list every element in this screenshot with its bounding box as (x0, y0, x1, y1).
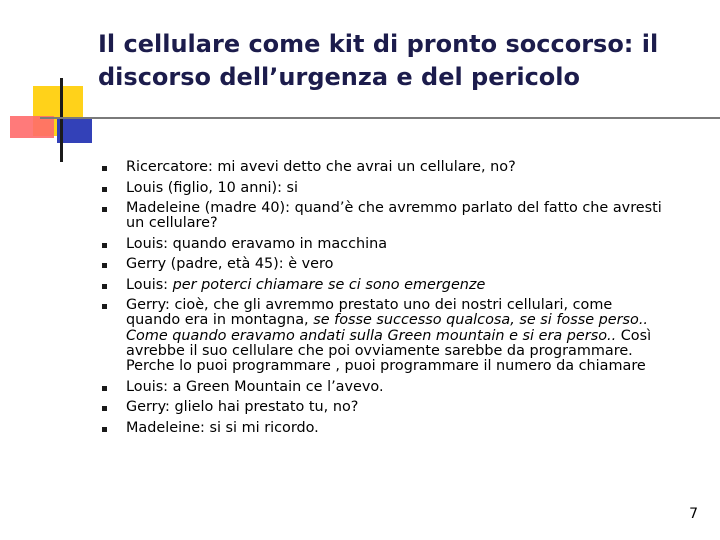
slide-title-line-1: Il cellulare come kit di pronto soccorso: il (98, 30, 659, 58)
bullet-square-icon (102, 386, 107, 391)
bullet-square-icon (102, 207, 107, 212)
bullet-square-icon (102, 166, 107, 171)
bullet-text: Ricercatore: mi avevi detto che avrai un cellulare, no? (126, 159, 516, 175)
bullet-item (102, 181, 662, 196)
bullet-square-icon (102, 263, 107, 268)
bullet-square-icon (102, 427, 107, 432)
bullet-item (102, 400, 662, 415)
bullet-text-part-1: Gerry: cioè, che gli avremmo prestato uno dei nostri cellulari, come quando era in montagna, (126, 297, 613, 329)
bullet-text: Madeleine (madre 40): quand’è che avremmo parlato del fatto che avresti un cellulare? (126, 200, 662, 232)
bullet-item (102, 257, 662, 272)
bullet-text: Louis: a Green Mountain ce l’avevo. (126, 378, 384, 395)
bullet-item (102, 380, 662, 395)
slide-title (98, 28, 698, 94)
bullet-text-italic: per poterci chiamare se ci sono emergenze (172, 276, 486, 293)
bullet-text: Gerry (padre, età 45): è vero (126, 256, 334, 273)
bullet-text: Gerry: glielo hai prestato tu, no? (126, 399, 359, 416)
bullet-text: Louis (figlio, 10 anni): si (126, 179, 298, 196)
bullet-square-icon (102, 243, 107, 248)
bullet-square-icon (102, 187, 107, 192)
bullet-text-part-3: Così avrebbe il suo cellulare che poi ovviamente sarebbe da programmare. Perche lo puoi programmare , puoi programmare il numero da chiamare (126, 327, 652, 375)
bullet-item (102, 160, 662, 175)
bullet-text-prefix: Louis: (126, 276, 173, 293)
bullet-item (102, 201, 662, 231)
decor-horizontal-line (40, 117, 720, 119)
decor-vertical-line (60, 78, 63, 162)
bullet-item (102, 421, 662, 436)
slide-title-line-2: discorso dell’urgenza e del pericolo (98, 63, 581, 91)
dialogue-bullet-list (102, 160, 662, 441)
bullet-item (102, 298, 662, 374)
decor-red-rectangle (10, 116, 54, 138)
bullet-text: Madeleine: si si mi ricordo. (126, 419, 319, 436)
bullet-square-icon (102, 284, 107, 289)
bullet-square-icon (102, 304, 107, 309)
bullet-text-part-2-italic: se fosse successo qualcosa, se si fosse perso.. Come quando eravamo andati sulla Green mountain e si era perso.. (126, 312, 648, 344)
page-number: 7 (689, 506, 698, 522)
bullet-square-icon (102, 406, 107, 411)
bullet-item (102, 237, 662, 252)
bullet-text: Louis: quando eravamo in macchina (126, 235, 388, 252)
bullet-item (102, 278, 662, 293)
